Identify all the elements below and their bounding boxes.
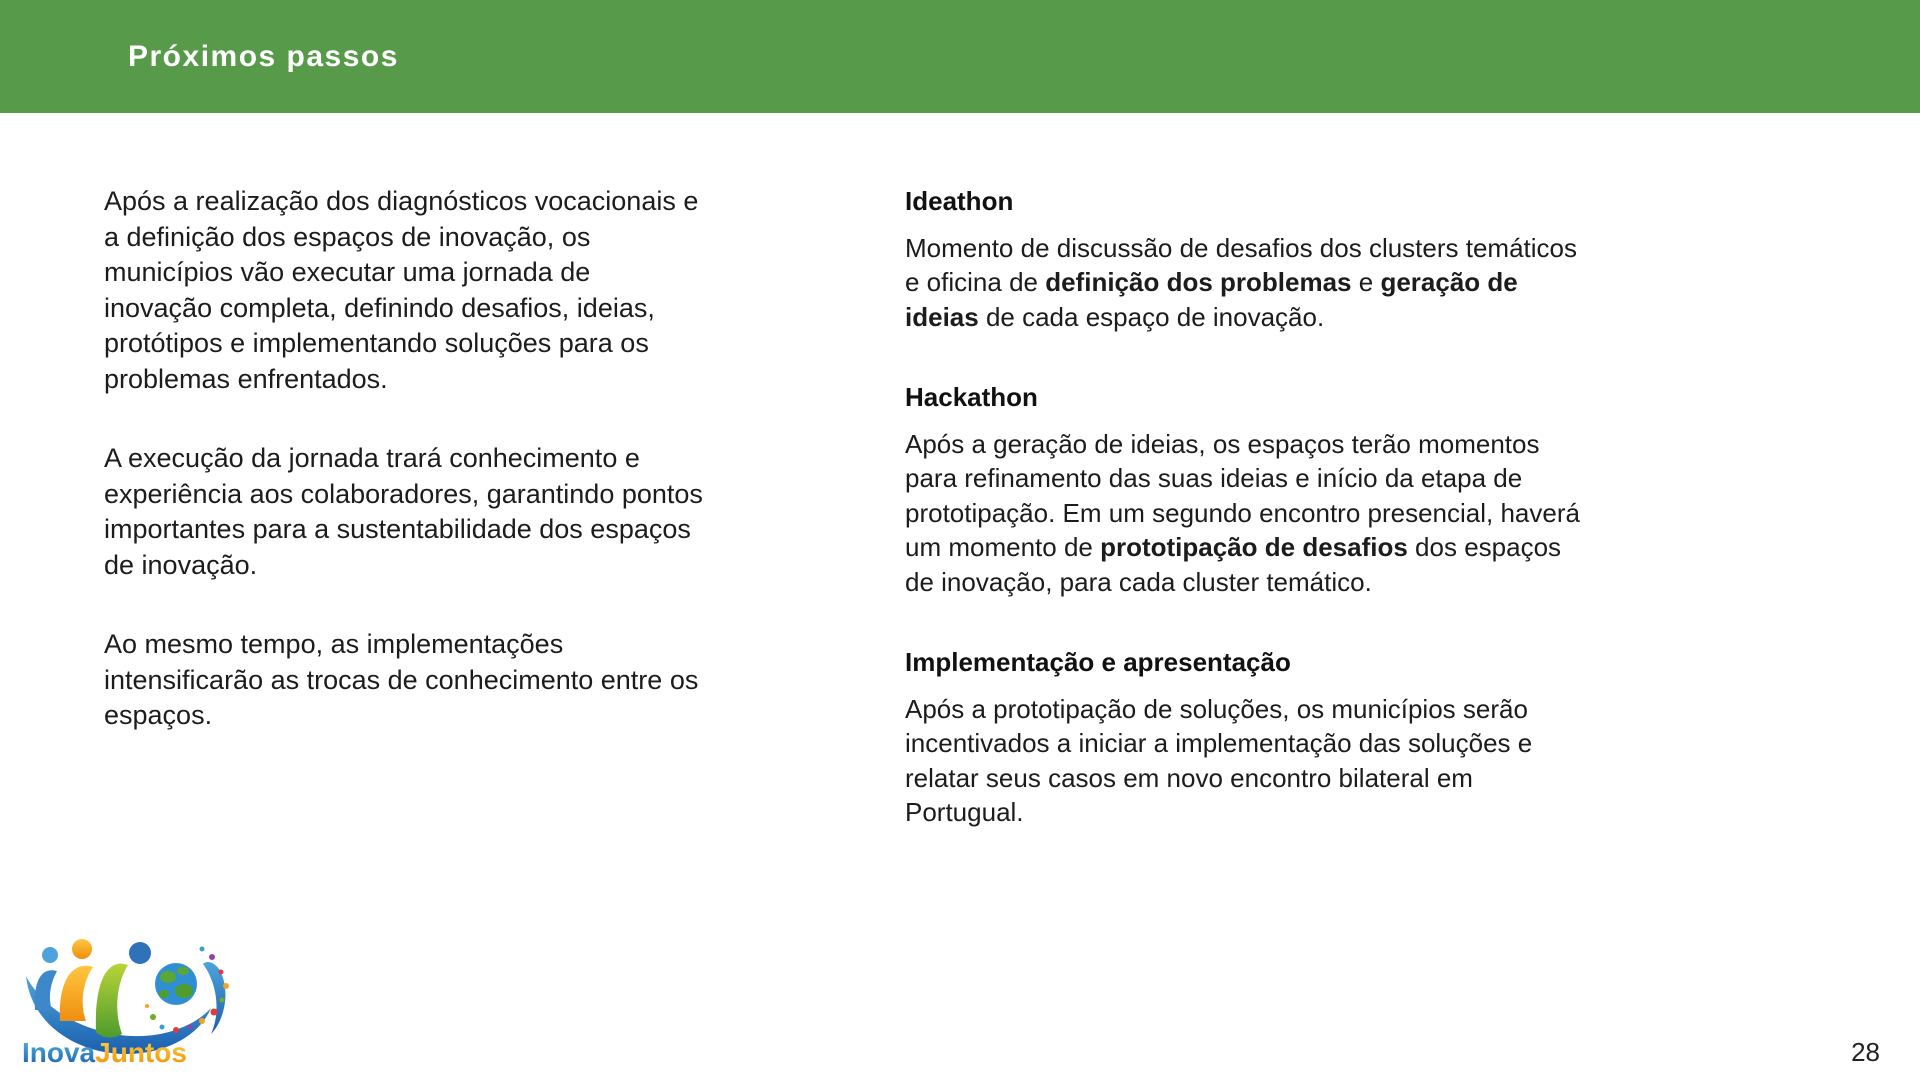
- logo-wordmark: InovaJuntos: [22, 1037, 187, 1068]
- section-ideathon: [905, 184, 1585, 334]
- section-paragraph-hackathon: Após a geração de ideias, os espaços terão momentos para refinamento das suas ideias e início da etapa de prototipação. Em um segundo encontro presencial, haverá um momento de prototipação de desafios dos espaços de inovação, para cada cluster temático.: [905, 428, 1580, 597]
- intro-paragraph-1: Após a realização dos diagnósticos vocacionais e a definição dos espaços de inovação, os municípios vão executar uma jornada de inovação completa, definindo desafios, ideias, protótipos e implementando soluções para os problemas enfrentados.: [104, 186, 699, 394]
- logo-globe-icon: [155, 963, 197, 1005]
- logo-person-blue-body-icon: [35, 970, 57, 1010]
- intro-paragraph-2: A execução da jornada trará conhecimento e experiência aos colaboradores, garantindo pontos importantes para a sustentabilidade dos espaços de inovação.: [104, 443, 703, 580]
- logo-person-orange-head-icon: [72, 939, 92, 959]
- section-paragraph-ideathon: Momento de discussão de desafios dos clusters temáticos e oficina de definição dos problemas e geração de ideias de cada espaço de inovação.: [905, 232, 1578, 332]
- section-heading-hackathon: Hackathon: [905, 382, 1038, 412]
- slide-header-bar: [0, 0, 1920, 113]
- page-number: 28: [1851, 1037, 1880, 1067]
- section-heading-implementacao: Implementação e apresentação: [905, 647, 1291, 677]
- intro-paragraph-3: Ao mesmo tempo, as implementações intensificarão as trocas de conhecimento entre os espaços.: [104, 629, 699, 730]
- inovajuntos-logo: [16, 928, 236, 1070]
- logo-person-orange-body-icon: [60, 966, 93, 1021]
- logo-person-blue-head-icon: [42, 947, 58, 963]
- left-text-column: [104, 184, 704, 734]
- logo-person-green-body-icon: [96, 964, 128, 1038]
- inovajuntos-logo-icon: [16, 928, 236, 1070]
- right-text-column: [905, 184, 1585, 830]
- section-implementacao: [905, 645, 1585, 830]
- section-heading-ideathon: Ideathon: [905, 186, 1014, 216]
- section-paragraph-implementacao: Após a prototipação de soluções, os municípios serão incentivados a iniciar a implementação das soluções e relatar seus casos em novo encontro bilateral em Portugual.: [905, 693, 1533, 827]
- section-hackathon: [905, 380, 1585, 599]
- page-title: Próximos passos: [128, 39, 399, 73]
- logo-person-right-head-icon: [129, 942, 151, 964]
